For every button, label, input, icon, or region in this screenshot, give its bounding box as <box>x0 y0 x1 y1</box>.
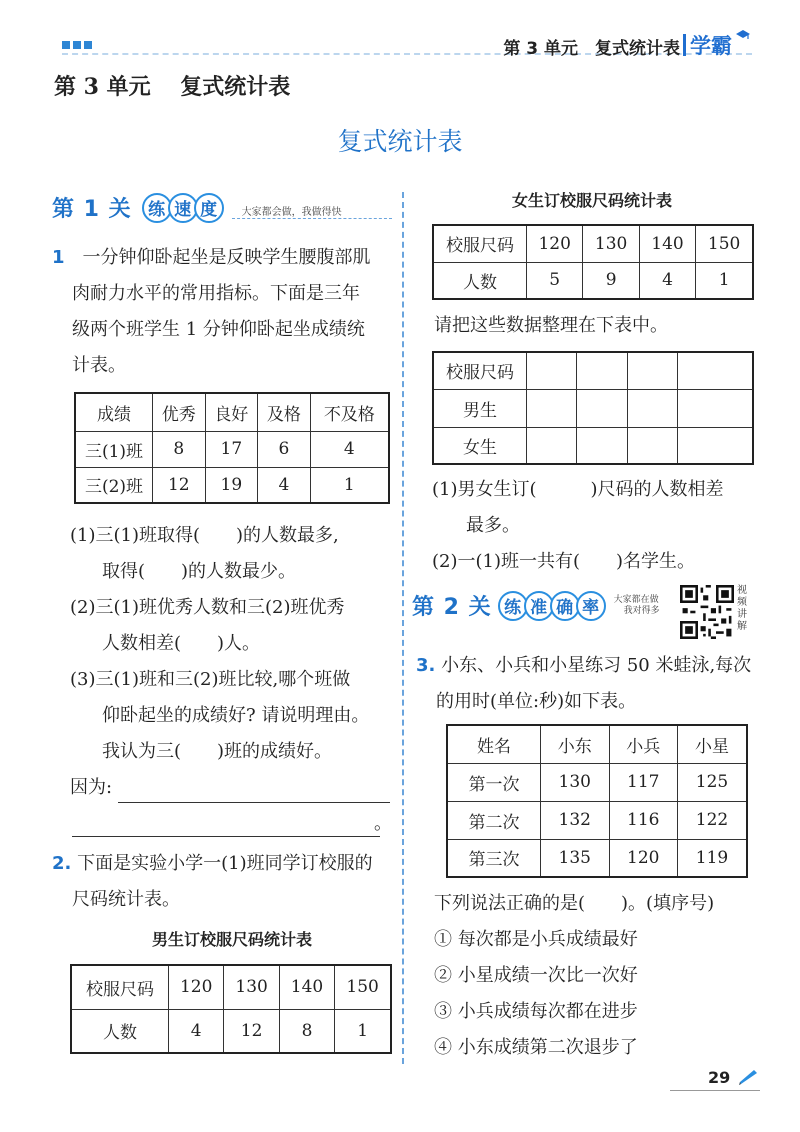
q2-line: 尺码统计表。 <box>72 889 180 910</box>
question-1-subquestions <box>70 518 400 842</box>
q2-sub-line: 最多。 <box>466 515 520 536</box>
grade-cell: 17 <box>205 431 258 467</box>
swim-header: 小兵 <box>609 725 678 763</box>
q1-line: 计表。 <box>72 355 126 376</box>
unit-title: 第 3 单元 复式统计表 <box>54 74 291 100</box>
q3-question: 下列说法正确的是( )。(填序号) <box>434 893 715 914</box>
grade-cell: 8 <box>153 431 206 467</box>
pencil-icon <box>738 1068 760 1086</box>
q1-sub-line: (1)三(1)班取得( )的人数最多, <box>70 525 339 546</box>
swim-cell: 116 <box>609 801 678 839</box>
combined-row-label: 男生 <box>433 389 527 427</box>
q1-sub-line: 我认为三( )班的成绩好。 <box>102 741 333 762</box>
grade-cell: 4 <box>310 431 389 467</box>
empty-cell[interactable] <box>627 427 677 464</box>
level-1-number: 第 1 关 <box>52 197 132 222</box>
boys-header: 150 <box>335 965 391 1009</box>
boys-cell: 8 <box>279 1009 334 1053</box>
question-2-number: 2. <box>52 853 72 874</box>
combined-row-label: 校服尺码 <box>433 352 527 389</box>
qr-label: 视频讲解 <box>737 585 747 632</box>
level-2-char: 率 <box>576 591 606 621</box>
q3-option[interactable]: ② 小星成绩一次比一次好 <box>434 965 638 986</box>
q1-sub-line: 仰卧起坐的成绩好? 请说明理由。 <box>102 705 370 726</box>
boys-header: 120 <box>169 965 224 1009</box>
level-2-char: 练 <box>498 591 528 621</box>
girls-header: 130 <box>583 225 639 262</box>
boys-cell: 人数 <box>71 1009 169 1053</box>
question-1-text <box>52 240 397 384</box>
empty-cell[interactable] <box>577 427 627 464</box>
q2-line: 下面是实验小学一(1)班同学订校服的 <box>77 853 373 874</box>
grade-cell: 三(1)班 <box>75 431 153 467</box>
question-2-subquestions <box>432 472 772 580</box>
question-2-text <box>52 846 397 918</box>
swim-cell: 132 <box>541 801 610 839</box>
grade-table <box>74 392 390 504</box>
boys-header: 140 <box>279 965 334 1009</box>
q3-option[interactable]: ① 每次都是小兵成绩最好 <box>434 929 638 950</box>
level-2-badge <box>412 590 660 621</box>
swim-header: 小星 <box>678 725 748 763</box>
empty-cell[interactable] <box>527 427 577 464</box>
swim-cell: 125 <box>678 763 748 801</box>
combined-size-table <box>432 351 754 465</box>
answer-blank[interactable] <box>118 802 390 803</box>
q1-line: 肉耐力水平的常用指标。下面是三年 <box>72 283 360 304</box>
empty-cell[interactable] <box>627 389 677 427</box>
grade-cell: 1 <box>310 467 389 503</box>
swim-cell: 第一次 <box>447 763 541 801</box>
girls-cell: 9 <box>583 262 639 299</box>
boys-table-caption: 男生订校服尺码统计表 <box>151 930 312 949</box>
q1-sub-line: (3)三(1)班和三(2)班比较,哪个班做 <box>70 669 351 690</box>
grade-header: 优秀 <box>153 393 206 431</box>
grade-cell: 6 <box>258 431 311 467</box>
girls-header: 150 <box>696 225 753 262</box>
graduation-cap-icon <box>736 30 750 40</box>
grade-header: 及格 <box>258 393 311 431</box>
header-bar <box>683 34 686 56</box>
girls-header: 140 <box>639 225 695 262</box>
swim-cell: 119 <box>678 839 748 877</box>
combined-row-label: 女生 <box>433 427 527 464</box>
level-1-rule <box>232 218 392 219</box>
q1-line: 级两个班学生 1 分钟仰卧起坐成绩统 <box>72 319 365 340</box>
empty-cell[interactable] <box>677 352 753 389</box>
level-2-char: 确 <box>550 591 580 621</box>
q3-line: 小东、小兵和小星练习 50 米蛙泳,每次 <box>441 655 752 676</box>
swim-cell: 135 <box>541 839 610 877</box>
swim-cell: 117 <box>609 763 678 801</box>
boys-header: 130 <box>224 965 279 1009</box>
answer-blank[interactable] <box>72 836 380 837</box>
empty-cell[interactable] <box>577 352 627 389</box>
girls-cell: 5 <box>527 262 583 299</box>
grade-header: 不及格 <box>310 393 389 431</box>
level-1-tagline: 大家都会做，我做得快 <box>241 207 342 218</box>
empty-cell[interactable] <box>527 389 577 427</box>
boys-cell: 4 <box>169 1009 224 1053</box>
q2-sub-line: (1)男女生订( )尺码的人数相差 <box>432 479 724 500</box>
swim-header: 姓名 <box>447 725 541 763</box>
empty-cell[interactable] <box>527 352 577 389</box>
swim-header: 小东 <box>541 725 610 763</box>
level-1-char: 度 <box>194 193 224 223</box>
question-1-number: 1 <box>52 247 65 268</box>
swim-cell: 122 <box>678 801 748 839</box>
boys-size-table <box>70 964 392 1054</box>
swim-cell: 第二次 <box>447 801 541 839</box>
grade-header: 成绩 <box>75 393 153 431</box>
q1-sub-line: 取得( )的人数最少。 <box>102 561 297 582</box>
brand-logo: 学霸 <box>690 34 732 58</box>
empty-cell[interactable] <box>677 389 753 427</box>
swim-cell: 第三次 <box>447 839 541 877</box>
girls-table-caption: 女生订校服尺码统计表 <box>511 191 672 210</box>
section-title: 复式统计表 <box>337 127 463 156</box>
girls-header: 校服尺码 <box>433 225 527 262</box>
level-2-tagline <box>614 595 660 617</box>
empty-cell[interactable] <box>677 427 753 464</box>
q3-option[interactable]: ④ 小东成绩第二次退步了 <box>434 1037 638 1058</box>
level-2-char: 准 <box>524 591 554 621</box>
level-2-tag-line: 我对得多 <box>623 605 660 616</box>
header-decoration <box>62 41 92 49</box>
swim-cell: 120 <box>609 839 678 877</box>
girls-header: 120 <box>527 225 583 262</box>
q2-instruction: 请把这些数据整理在下表中。 <box>434 315 668 336</box>
grade-header: 良好 <box>205 393 258 431</box>
boys-cell: 1 <box>335 1009 391 1053</box>
girls-cell: 1 <box>696 262 753 299</box>
q2-sub-line: (2)一(1)班一共有( )名学生。 <box>432 551 696 572</box>
level-2-tag-line: 大家都在做 <box>613 594 659 605</box>
question-3-number: 3. <box>416 655 436 676</box>
qr-code-icon[interactable] <box>680 585 734 639</box>
question-3-options <box>434 886 784 1066</box>
grade-cell: 19 <box>205 467 258 503</box>
level-1-char: 速 <box>168 193 198 223</box>
swim-cell: 130 <box>541 763 610 801</box>
q1-sub-line: 因为: <box>70 777 113 798</box>
page-number: 29 <box>708 1068 731 1087</box>
column-divider <box>402 192 404 1064</box>
q1-sub-line: 。 <box>374 813 392 834</box>
footer-rule <box>670 1090 760 1091</box>
girls-cell: 4 <box>639 262 695 299</box>
question-3-text <box>416 648 771 720</box>
girls-size-table <box>432 224 754 300</box>
q1-line: 一分钟仰卧起坐是反映学生腰腹部肌 <box>82 247 371 268</box>
boys-header: 校服尺码 <box>71 965 169 1009</box>
level-2-number: 第 2 关 <box>412 595 492 620</box>
grade-cell: 三(2)班 <box>75 467 153 503</box>
running-title: 第 3 单元 复式统计表 <box>503 39 680 59</box>
grade-cell: 4 <box>258 467 311 503</box>
girls-cell: 人数 <box>433 262 527 299</box>
q1-sub-line: 人数相差( )人。 <box>102 633 261 654</box>
level-1-char: 练 <box>142 193 172 223</box>
empty-cell[interactable] <box>577 389 627 427</box>
q3-line: 的用时(单位:秒)如下表。 <box>436 691 637 712</box>
swim-time-table <box>446 724 748 878</box>
q1-sub-line: (2)三(1)班优秀人数和三(2)班优秀 <box>70 597 345 618</box>
empty-cell[interactable] <box>627 352 677 389</box>
q3-option[interactable]: ③ 小兵成绩每次都在进步 <box>434 1001 638 1022</box>
grade-cell: 12 <box>153 467 206 503</box>
boys-cell: 12 <box>224 1009 279 1053</box>
